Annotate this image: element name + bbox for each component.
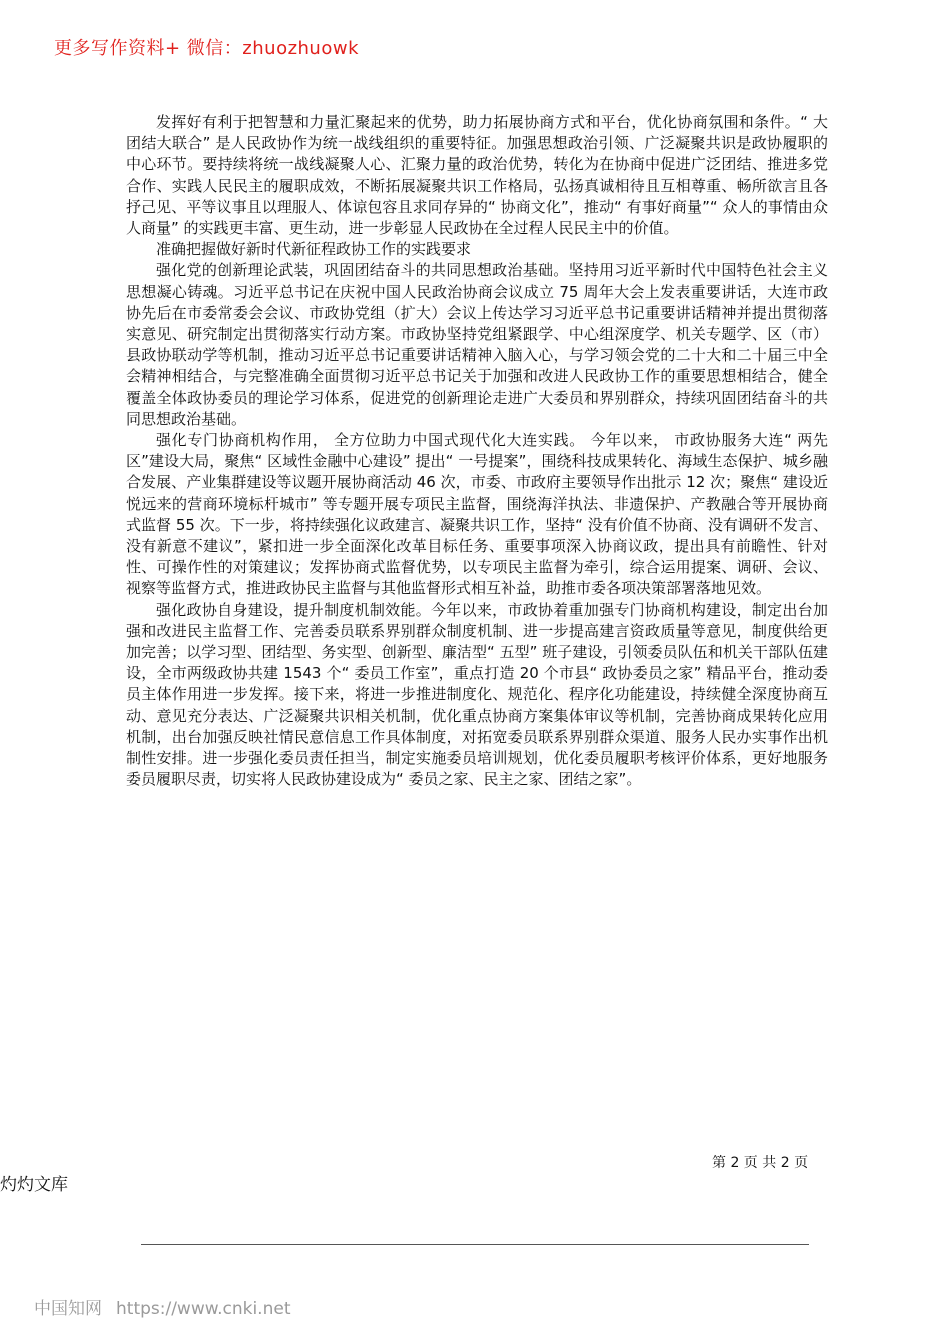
watermark-site-name: 中国知网: [34, 1299, 102, 1319]
paragraph-theory: 强化党的创新理论武装，巩固团结奋斗的共同思想政治基础。坚持用习近平新时代中国特色社会主义思想凝心铸魂。习近平总书记在庆祝中国人民政治协商会议成立 75 周年大会上发表重要讲话，大连市政协先后在市委常委会会议、市政协党组（扩大）会议上传达学习习近平总书记重要讲话精神并提出贯彻落实意见、研究制定出贯彻落实行动方案。市政协坚持党组紧跟学、中心组深度学、机关专题学、区（市）县政协联动学等机制，推动习近平总书记重要讲话精神入脑入心，与学习领会党的二十大和二十届三中全会精神相结合，与完整准确全面贯彻习近平总书记关于加强和改进人民政协工作的重要思想相结合，健全覆盖全体政协委员的理论学习体系，促进党的创新理论走进广大委员和界别群众，持续巩固团结奋斗的共同思想政治基础。: [126, 261, 828, 428]
header-promo-link[interactable]: 更多写作资料+ 微信：zhuozhuowk: [54, 38, 360, 59]
paragraph-consensus: 发挥好有利于把智慧和力量汇聚起来的优势，助力拓展协商方式和平台，优化协商氛围和条件。“ 大团结大联合” 是人民政协作为统一战线组织的重要特征。加强思想政治引领、广泛凝聚共识是政协履职的中心环节。要持续将统一战线凝聚人心、汇聚力量的政治优势，转化为在协商中促进广泛团结、推进多党合作、实践人民民主的履职成效，不断拓展凝聚共识工作格局，弘扬真诚相待且互相尊重、畅所欲言且各抒己见、平等议事且以理服人、体谅包容且求同存异的“ 协商文化”，推动“ 有事好商量”“ 众人的事情由众人商量” 的实践更丰富、更生动，进一步彰显人民政协在全过程人民民主中的价值。: [126, 113, 828, 238]
page-number: 第 2 页 共 2 页: [712, 1155, 809, 1171]
footer-divider: [141, 1244, 809, 1245]
paragraph-consultation: 强化专门协商机构作用， 全方位助力中国式现代化大连实践。 今年以来， 市政协服务大连“ 两先区”建设大局，聚焦“ 区域性金融中心建设” 提出“ 一号提案”，围绕科技成果转化、海域生态保护、城乡融合发展、产业集群建设等议题开展协商活动 46 次，市委、市政府主要领导作出批示 12 次；聚焦“ 建设近悦远来的营商环境标杆城市” 等专题开展专项民主监督，围绕海洋执法、非遗保护、产教融合等开展协商式监督 55 次。下一步，将持续强化议政建言、凝聚共识工作，坚持“ 没有价值不协商、没有调研不发言、没有新意不建议”，紧扣进一步全面深化改革目标任务、重要事项深入协商议政，提出具有前瞻性、针对性、可操作性的对策建议；发挥协商式监督优势，以专项民主监督为牵引，综合运用提案、调研、会议、视察等监督方式，推进政协民主监督与其他监督形式相互补益，助推市委各项决策部署落地见效。: [126, 431, 828, 598]
section-heading: 准确把握做好新时代新征程政协工作的实践要求: [156, 240, 472, 259]
cnki-watermark: [34, 1294, 290, 1319]
watermark-site-url: https://www.cnki.net: [116, 1299, 291, 1319]
document-body: [126, 112, 828, 791]
library-name: 灼灼文库: [0, 1175, 68, 1195]
paragraph-self-building: 强化政协自身建设，提升制度机制效能。今年以来，市政协着重加强专门协商机构建设，制定出台加强和改进民主监督工作、完善委员联系界别群众制度机制、进一步提高建言资政质量等意见，制度供给更加完善；以学习型、团结型、务实型、创新型、廉洁型“ 五型” 班子建设，引领委员队伍和机关干部队伍建设，全市两级政协共建 1543 个“ 委员工作室”，重点打造 20 个市县“ 政协委员之家” 精品平台，推动委员主体作用进一步发挥。接下来，将进一步推进制度化、规范化、程序化功能建设，持续健全深度协商互动、意见充分表达、广泛凝聚共识相关机制，优化重点协商方案集体审议等机制，完善协商成果转化应用机制，出台加强反映社情民意信息工作具体制度，对拓宽委员联系界别群众渠道、服务人民办实事作出机制性安排。进一步强化委员责任担当，制定实施委员培训规划，优化委员履职考核评价体系，更好地服务委员履职尽责，切实将人民政协建设成为“ 委员之家、民主之家、团结之家”。: [126, 600, 828, 789]
